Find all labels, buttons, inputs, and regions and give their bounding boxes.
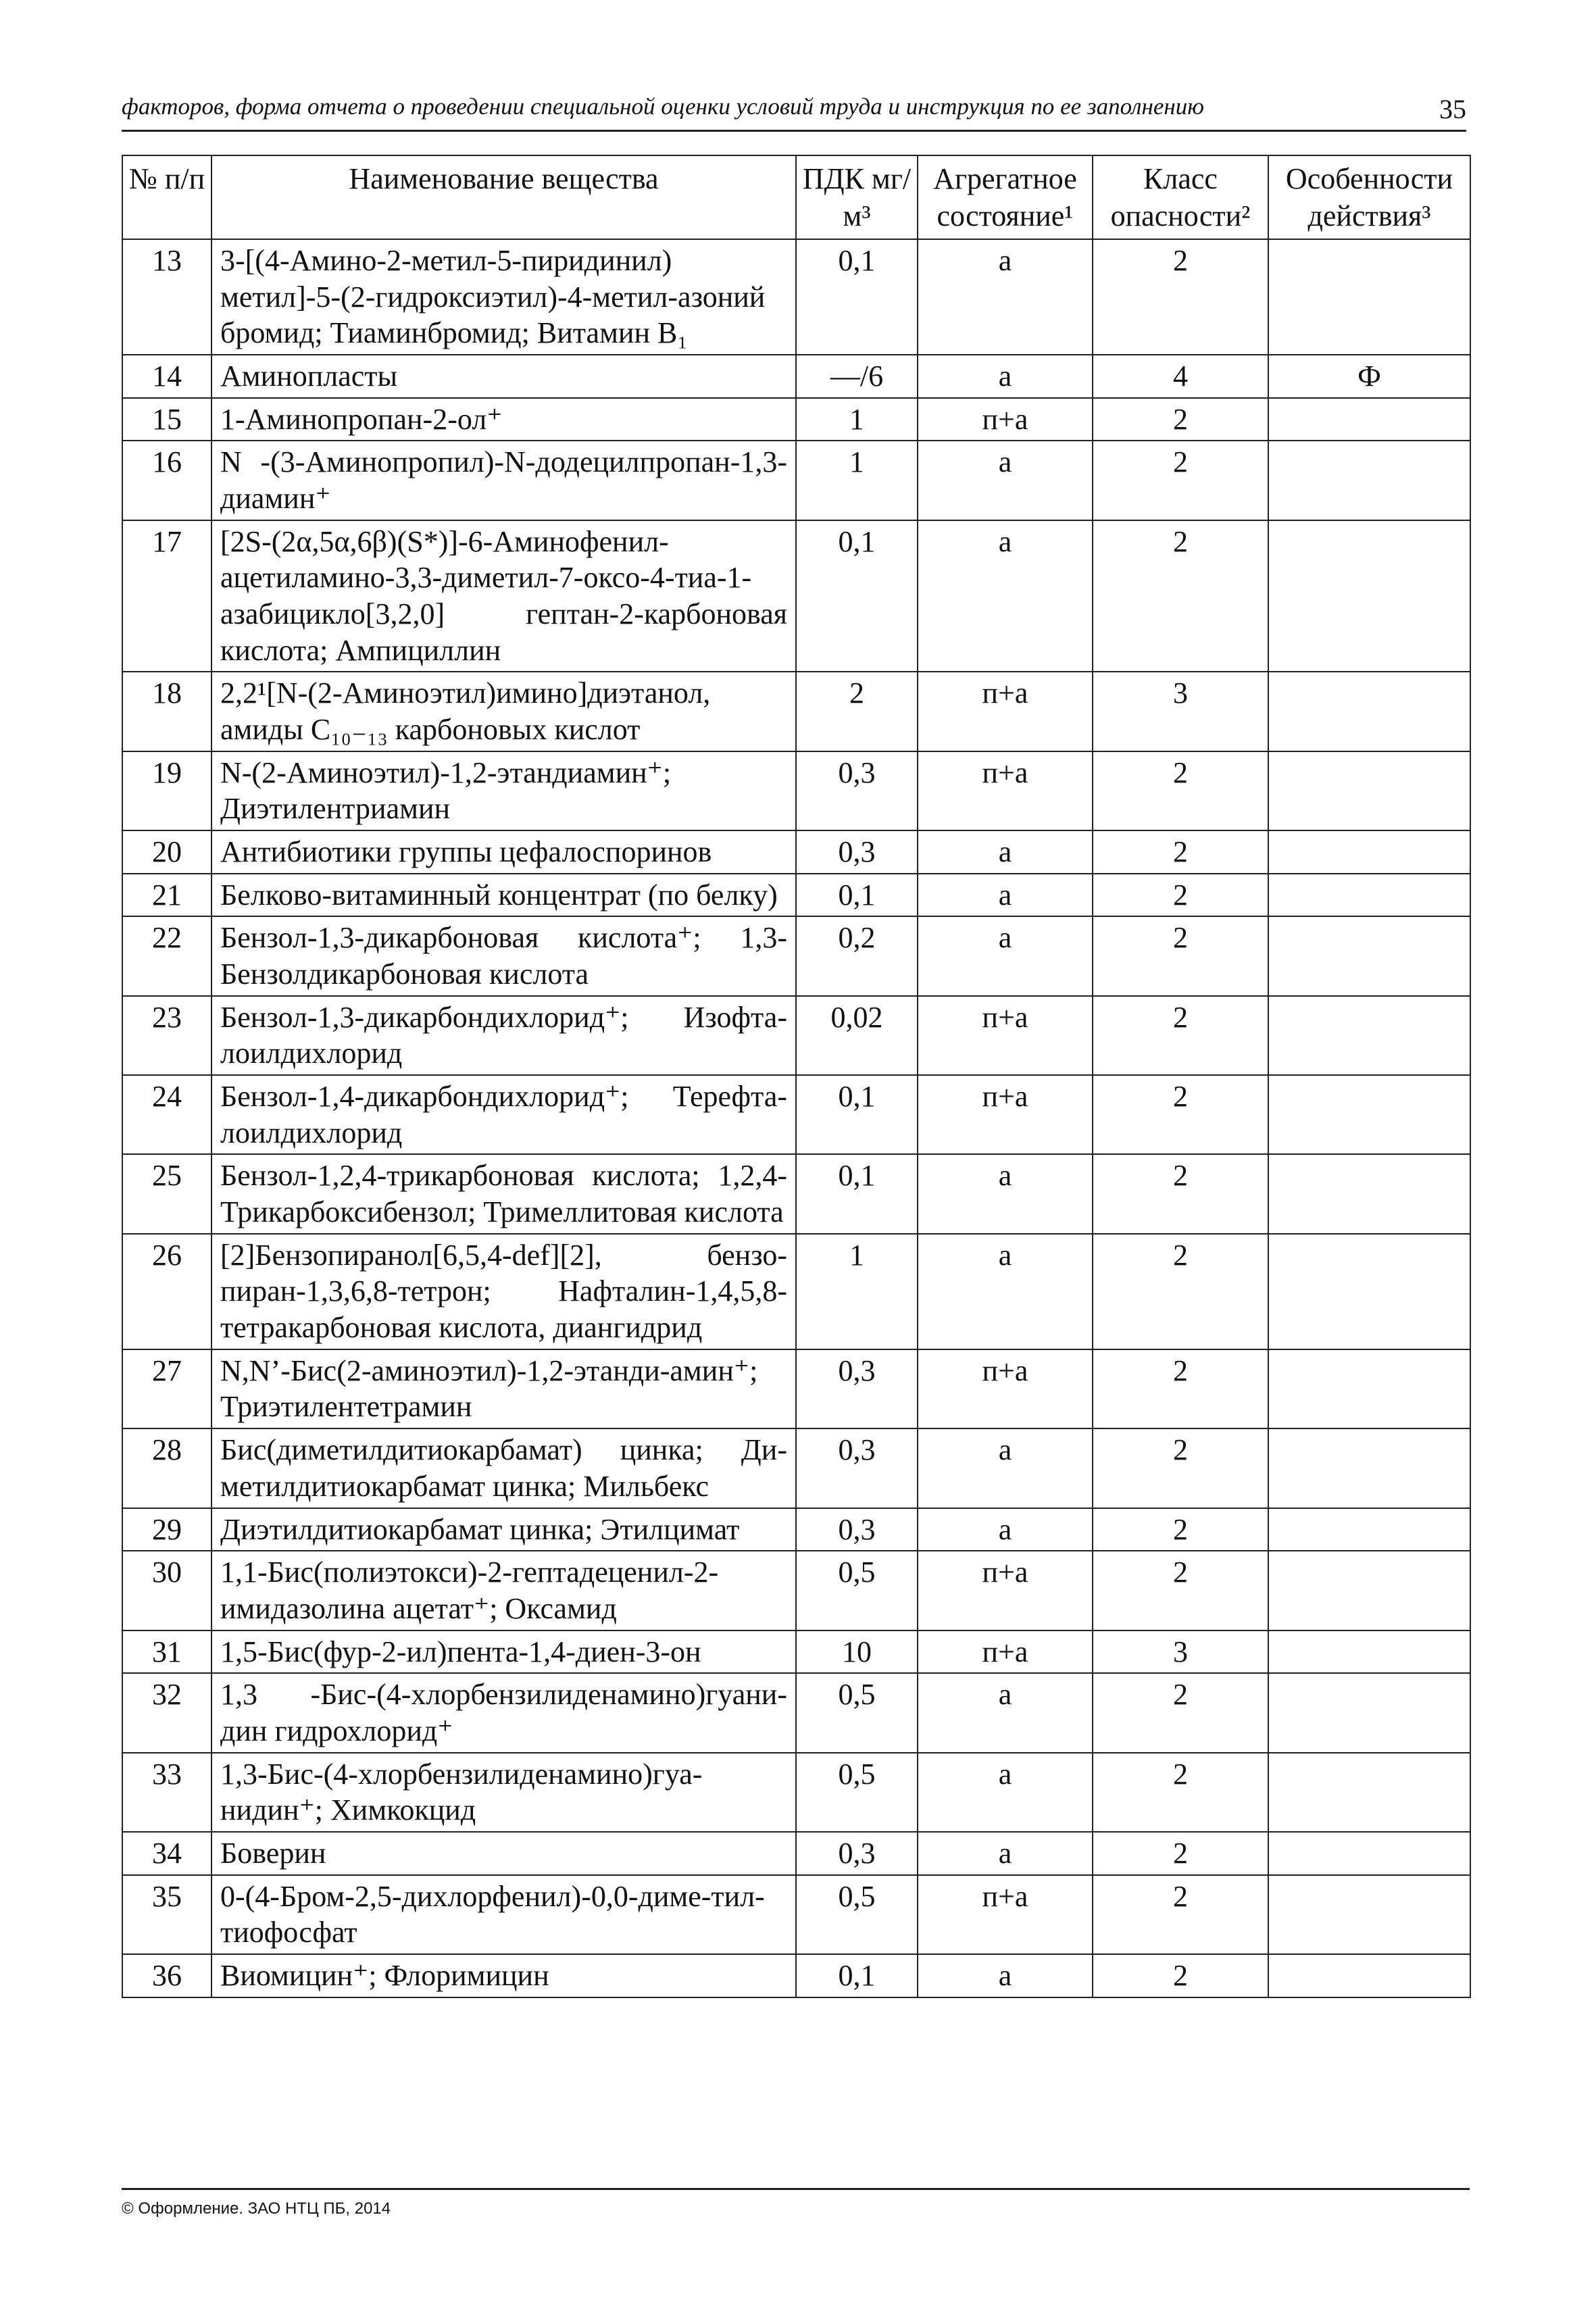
action-features [1268,996,1470,1075]
pdk-value: 0,5 [796,1753,918,1832]
column-header-class: Класс опасности² [1093,155,1268,239]
column-header-pdk: ПДК мг/м³ [796,155,918,239]
hazard-class: 4 [1093,355,1268,398]
hazard-class: 2 [1093,830,1268,874]
pdk-value: —/6 [796,355,918,398]
hazard-class: 2 [1093,239,1268,355]
aggregate-state: а [918,355,1093,398]
row-number: 29 [122,1508,211,1551]
aggregate-state: п+а [918,672,1093,751]
aggregate-state: а [918,441,1093,520]
row-number: 25 [122,1154,211,1233]
action-features [1268,1551,1470,1630]
aggregate-state: а [918,1428,1093,1508]
aggregate-state: а [918,1832,1093,1875]
row-number: 13 [122,239,211,355]
table-row [122,1875,1470,1954]
table-row [122,1832,1470,1875]
hazard-class: 2 [1093,996,1268,1075]
page-footer [122,2188,1470,2218]
header-rule [122,130,1466,132]
aggregate-state: а [918,1753,1093,1832]
table-row [122,996,1470,1075]
row-number: 14 [122,355,211,398]
substance-name: [2S-(2α,5α,6β)(S*)]-6-Аминофенил-ацетиламино-3,3-диметил-7-оксо-4-тиа-1-азабицикло[3,2,0] гептан-2-карбоновая кислота; Ампициллин [211,520,796,672]
row-number: 33 [122,1753,211,1832]
row-number: 24 [122,1075,211,1154]
action-features [1268,751,1470,830]
table-row [122,672,1470,751]
table-row [122,1154,1470,1233]
pdk-value: 0,1 [796,1154,918,1233]
aggregate-state: а [918,520,1093,672]
table-header-row [122,155,1470,239]
action-features [1268,1075,1470,1154]
page-number: 35 [1439,94,1466,124]
pdk-value: 0,02 [796,996,918,1075]
action-features [1268,1832,1470,1875]
hazard-class: 2 [1093,1551,1268,1630]
hazard-class: 2 [1093,1954,1268,1997]
action-features [1268,520,1470,672]
aggregate-state: п+а [918,1075,1093,1154]
column-header-state: Агрегатное состояние¹ [918,155,1093,239]
substance-name: Боверин [211,1832,796,1875]
hazard-class: 2 [1093,1349,1268,1428]
pdk-value: 0,5 [796,1673,918,1752]
pdk-value: 0,5 [796,1875,918,1954]
row-number: 35 [122,1875,211,1954]
table-row [122,1673,1470,1752]
pdk-value: 0,1 [796,1954,918,1997]
substance-name: 0-(4-Бром-2,5-дихлорфенил)-0,0-диме-тил-тиофосфат [211,1875,796,1954]
substance-name: N-(2-Аминоэтил)-1,2-этандиамин⁺; Диэтилентриамин [211,751,796,830]
table-row [122,1075,1470,1154]
row-number: 36 [122,1954,211,1997]
substance-name: 1,3 -Бис-(4-хлорбензилиденамино)гуани-дин гидрохлорид⁺ [211,1673,796,1752]
substances-table [122,155,1471,1998]
pdk-value: 0,1 [796,1075,918,1154]
substance-name: Аминопласты [211,355,796,398]
substance-name: Бис(диметилдитиокарбамат) цинка; Ди-метилдитиокарбамат цинка; Мильбекс [211,1428,796,1508]
aggregate-state: а [918,916,1093,995]
table-row [122,1551,1470,1630]
substance-name: 3-[(4-Амино-2-метил-5-пиридинил) метил]-5-(2-гидроксиэтил)-4-метил-азоний бромид; Тиаминбромид; Витамин B₁ [211,239,796,355]
pdk-value: 0,1 [796,239,918,355]
substance-name: [2]Бензопиранол[6,5,4-def][2], бензо-пиран-1,3,6,8-тетрон; Нафталин-1,4,5,8-тетракарбоновая кислота, диангидрид [211,1234,796,1349]
table-row [122,239,1470,355]
substance-name: Диэтилдитиокарбамат цинка; Этилцимат [211,1508,796,1551]
row-number: 23 [122,996,211,1075]
action-features [1268,1234,1470,1349]
table-row [122,751,1470,830]
row-number: 16 [122,441,211,520]
table-row [122,398,1470,441]
action-features [1268,672,1470,751]
substance-name: N,N’-Бис(2-аминоэтил)-1,2-этанди-амин⁺; Триэтилентетрамин [211,1349,796,1428]
substance-name: Бензол-1,3-дикарбондихлорид⁺; Изофта-лоилдихлорид [211,996,796,1075]
substance-name: 1-Аминопропан-2-ол⁺ [211,398,796,441]
copyright-text: © Оформление. ЗАО НТЦ ПБ, 2014 [122,2199,391,2218]
aggregate-state: а [918,239,1093,355]
hazard-class: 2 [1093,1832,1268,1875]
hazard-class: 2 [1093,751,1268,830]
table-row [122,1349,1470,1428]
table-row [122,355,1470,398]
hazard-class: 2 [1093,1673,1268,1752]
row-number: 27 [122,1349,211,1428]
action-features [1268,1753,1470,1832]
substance-name: Виомицин⁺; Флоримицин [211,1954,796,1997]
row-number: 31 [122,1631,211,1674]
action-features [1268,1428,1470,1508]
action-features [1268,441,1470,520]
column-header-name: Наименование вещества [211,155,796,239]
hazard-class: 2 [1093,441,1268,520]
substance-name: Бензол-1,3-дикарбоновая кислота⁺; 1,3-Бензолдикарбоновая кислота [211,916,796,995]
running-title: факторов, форма отчета о проведении специальной оценки условий труда и инструкция по ее заполнению [122,93,1204,120]
action-features [1268,874,1470,917]
pdk-value: 0,1 [796,874,918,917]
action-features [1268,398,1470,441]
substance-name: N -(3-Аминопропил)-N-додецилпропан-1,3-диамин⁺ [211,441,796,520]
action-features [1268,1349,1470,1428]
action-features [1268,1954,1470,1997]
pdk-value: 0,3 [796,1832,918,1875]
substance-name: 1,1-Бис(полиэтокси)-2-гептадеценил-2-имидазолина ацетат⁺; Оксамид [211,1551,796,1630]
row-number: 21 [122,874,211,917]
pdk-value: 0,3 [796,830,918,874]
pdk-value: 0,1 [796,520,918,672]
pdk-value: 10 [796,1631,918,1674]
action-features: Ф [1268,355,1470,398]
aggregate-state: п+а [918,398,1093,441]
table-row [122,874,1470,917]
substance-name: Бензол-1,2,4-трикарбоновая кислота; 1,2,4-Трикарбоксибензол; Тримеллитовая кислота [211,1154,796,1233]
row-number: 28 [122,1428,211,1508]
row-number: 19 [122,751,211,830]
column-header-number: № п/п [122,155,211,239]
hazard-class: 2 [1093,1753,1268,1832]
page-header [122,93,1466,131]
hazard-class: 2 [1093,1075,1268,1154]
hazard-class: 3 [1093,1631,1268,1674]
hazard-class: 2 [1093,398,1268,441]
substance-name: 2,2¹[N-(2-Аминоэтил)имино]диэтанол, амиды C₁₀₋₁₃ карбоновых кислот [211,672,796,751]
pdk-value: 0,5 [796,1551,918,1630]
hazard-class: 2 [1093,1234,1268,1349]
aggregate-state: а [918,830,1093,874]
substance-name: Антибиотики группы цефалоспоринов [211,830,796,874]
action-features [1268,1875,1470,1954]
pdk-value: 1 [796,1234,918,1349]
table-row [122,1234,1470,1349]
pdk-value: 0,3 [796,751,918,830]
aggregate-state: а [918,1234,1093,1349]
table-row [122,1631,1470,1674]
action-features [1268,1631,1470,1674]
table-row [122,1753,1470,1832]
aggregate-state: п+а [918,1349,1093,1428]
pdk-value: 2 [796,672,918,751]
substance-name: 1,3-Бис-(4-хлорбензилиденамино)гуа-нидин⁺; Химкокцид [211,1753,796,1832]
row-number: 17 [122,520,211,672]
footer-rule [122,2188,1470,2190]
row-number: 26 [122,1234,211,1349]
aggregate-state: п+а [918,1631,1093,1674]
row-number: 32 [122,1673,211,1752]
hazard-class: 2 [1093,1154,1268,1233]
action-features [1268,1508,1470,1551]
row-number: 20 [122,830,211,874]
substance-name: 1,5-Бис(фур-2-ил)пента-1,4-диен-3-он [211,1631,796,1674]
action-features [1268,830,1470,874]
table-body [122,239,1470,1997]
action-features [1268,1154,1470,1233]
table-row [122,916,1470,995]
action-features [1268,1673,1470,1752]
pdk-value: 0,3 [796,1349,918,1428]
pdk-value: 0,3 [796,1508,918,1551]
pdk-value: 1 [796,398,918,441]
table-row [122,1428,1470,1508]
pdk-value: 0,3 [796,1428,918,1508]
aggregate-state: а [918,874,1093,917]
hazard-class: 3 [1093,672,1268,751]
aggregate-state: п+а [918,1551,1093,1630]
aggregate-state: а [918,1154,1093,1233]
row-number: 15 [122,398,211,441]
aggregate-state: п+а [918,996,1093,1075]
aggregate-state: п+а [918,1875,1093,1954]
substance-name: Белково-витаминный концентрат (по белку) [211,874,796,917]
row-number: 30 [122,1551,211,1630]
hazard-class: 2 [1093,1508,1268,1551]
hazard-class: 2 [1093,520,1268,672]
table-row [122,1508,1470,1551]
row-number: 22 [122,916,211,995]
hazard-class: 2 [1093,916,1268,995]
aggregate-state: п+а [918,751,1093,830]
row-number: 18 [122,672,211,751]
hazard-class: 2 [1093,1428,1268,1508]
table-row [122,520,1470,672]
hazard-class: 2 [1093,874,1268,917]
substance-name: Бензол-1,4-дикарбондихлорид⁺; Терефта-лоилдихлорид [211,1075,796,1154]
table-row [122,1954,1470,1997]
action-features [1268,239,1470,355]
pdk-value: 0,2 [796,916,918,995]
action-features [1268,916,1470,995]
hazard-class: 2 [1093,1875,1268,1954]
aggregate-state: а [918,1508,1093,1551]
aggregate-state: а [918,1673,1093,1752]
column-header-features: Особенности действия³ [1268,155,1470,239]
row-number: 34 [122,1832,211,1875]
table-row [122,830,1470,874]
aggregate-state: а [918,1954,1093,1997]
pdk-value: 1 [796,441,918,520]
table-row [122,441,1470,520]
